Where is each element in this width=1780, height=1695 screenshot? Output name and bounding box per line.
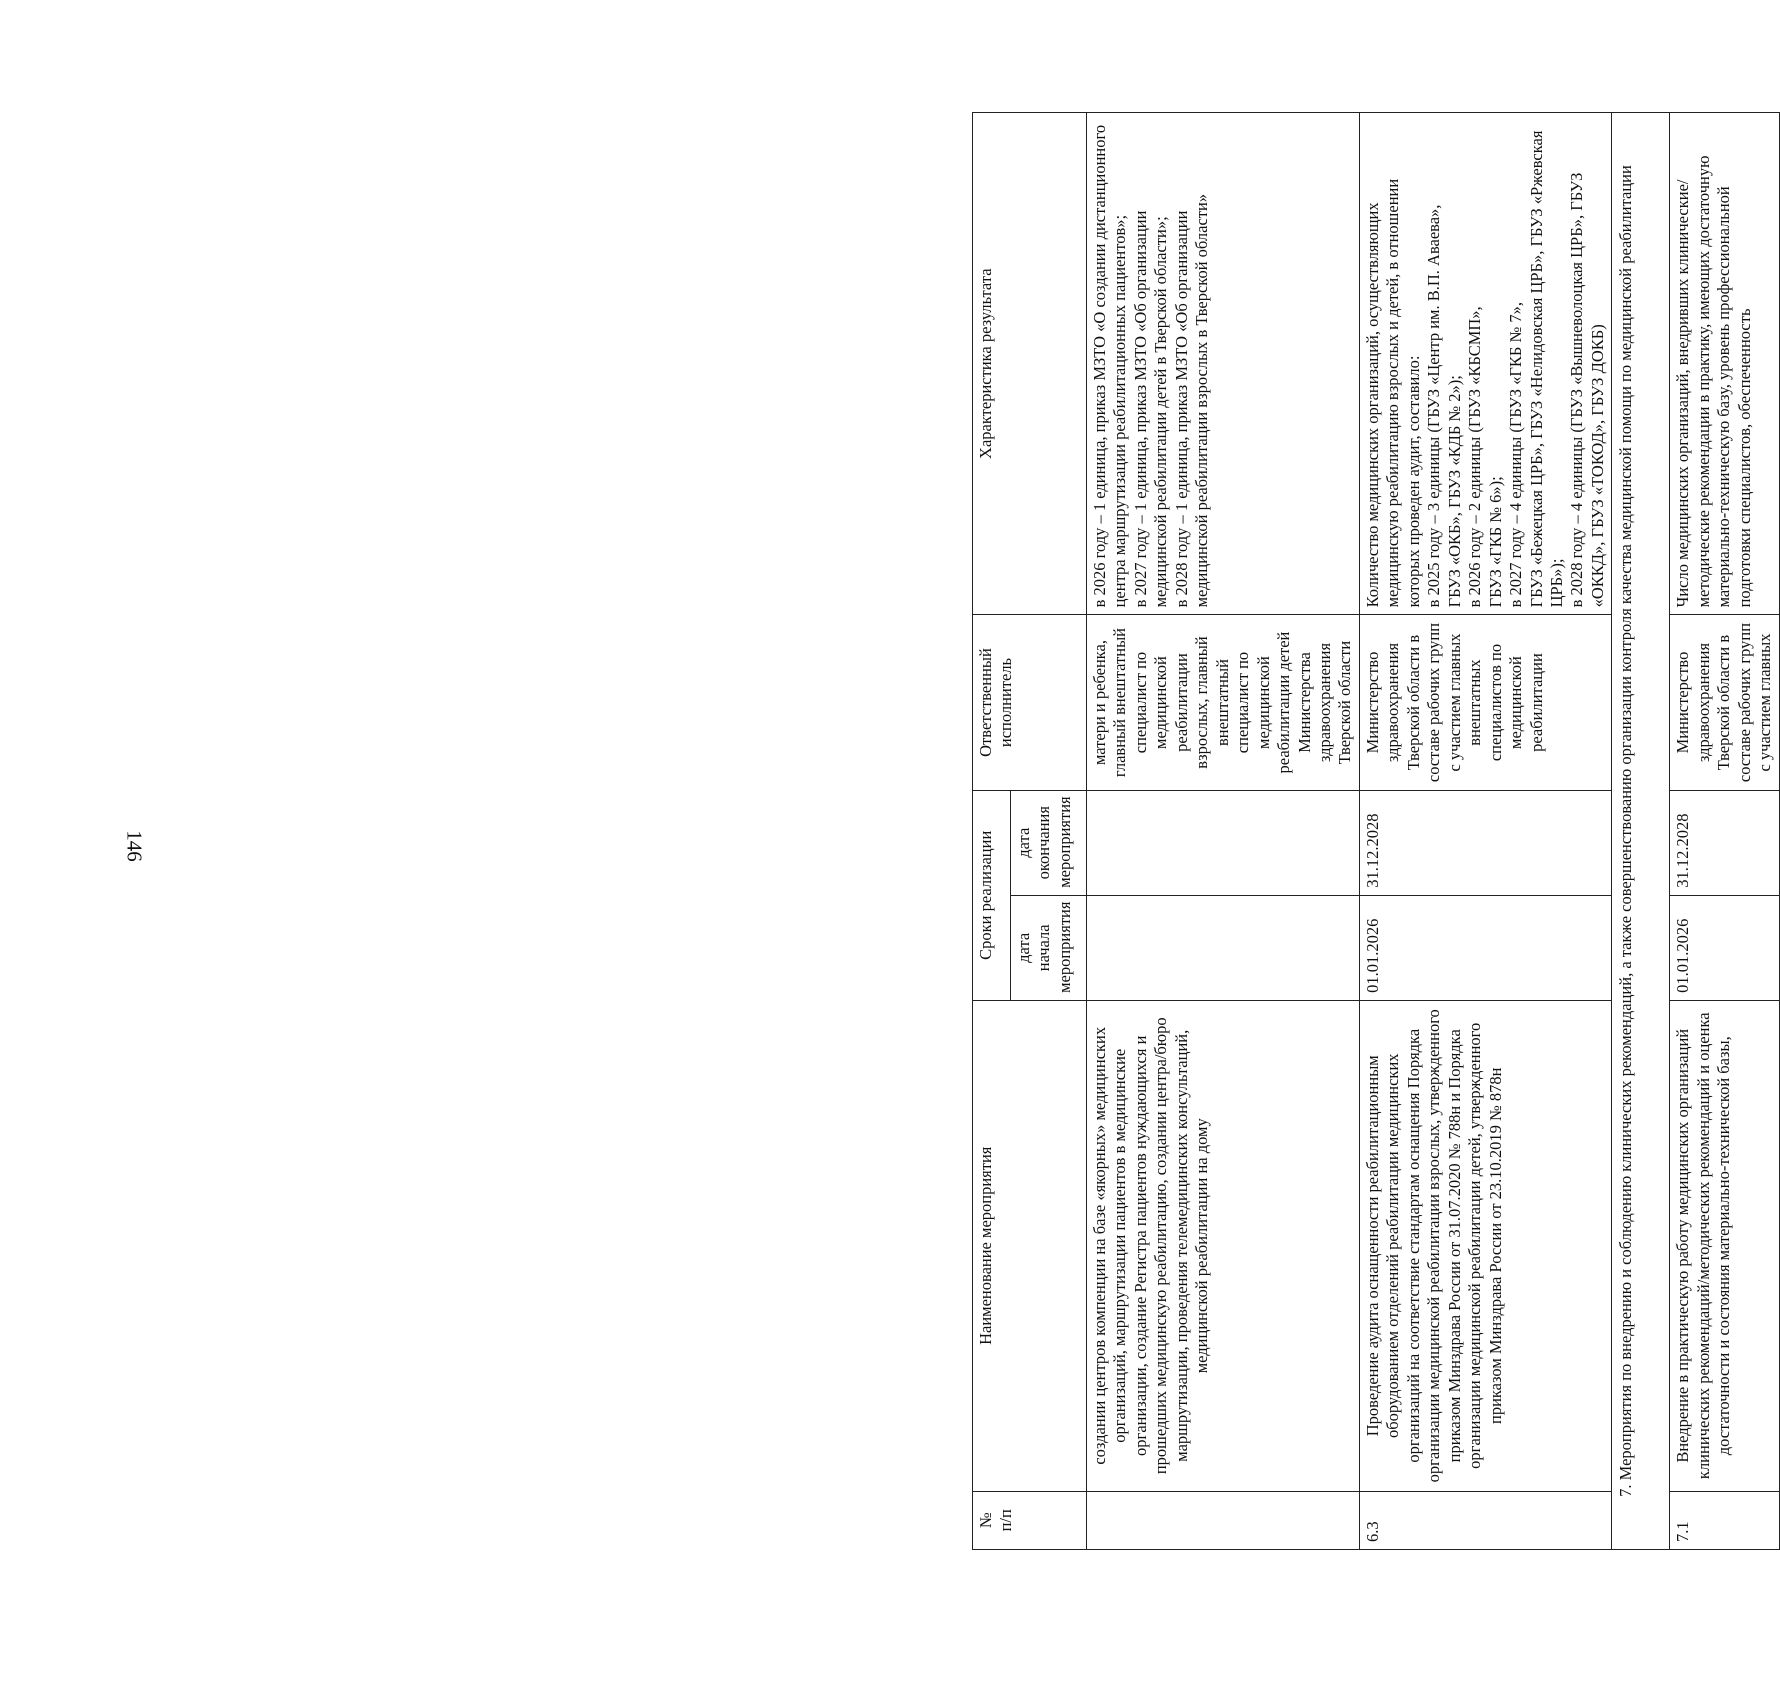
row-name: создании центров компенции на базе «якорных» медицинских организаций, маршрутизации пациентов в медицинские организации, создание Регистра пациентов нуждающихся и прошедших медицинскую реабилитацию, создании центра/бюро маршрутизации, проведения телемедицинских консультаций, медицинской реабилитации на дому [1087, 1000, 1360, 1491]
page-number: 146 [122, 830, 147, 862]
section-7-heading: 7. Мероприятия по внедрению и соблюдению клинических рекомендаций, а также совершенствованию организации контроля качества медицинской помощи по медицинской реабилитации [1612, 113, 1670, 1550]
row-start-date [1087, 895, 1360, 1000]
rotated-table-container [972, 112, 1777, 1550]
row-end-date [1087, 790, 1360, 895]
header-end-date: дата окончания мероприятия [1011, 790, 1087, 895]
row-end-date: 31.12.2028 [1670, 790, 1779, 895]
row-responsible: матери и ребенка, главный внештатный специалист по медицинской реабилитации взрослых, главный внештатный специалист по медицинской реабилитации детей Министерства здравоохранения Тверской области [1087, 615, 1360, 790]
row-end-date: 31.12.2028 [1359, 790, 1611, 895]
row-result: Число медицинских организаций, внедривших клинические/методические рекомендации в практику, имеющих достаточную материально-техническую базу, уровень профессиональной подготовки специалистов, обеспеченность [1670, 113, 1779, 615]
row-responsible: Министерство здравоохранения Тверской области в составе рабочих групп с участием главных [1670, 615, 1779, 790]
section-heading-row [1612, 113, 1670, 1550]
row-result: Количество медицинских организаций, осуществляющих медицинскую реабилитацию взрослых и детей, в отношении которых проведен аудит, составило: в 2025 году – 3 единицы (ГБУЗ «Центр им. В.П. Аваева», ГБУЗ «ОКБ», ГБУЗ «КДБ № 2»); в 2026 году – 2 единицы (ГБУЗ «КБСМП», ГБУЗ «ГКБ № 6»); в 2027 году – 4 единицы (ГБУЗ «ГКБ № 7», ГБУЗ «Бежецкая ЦРБ», ГБУЗ «Нелидовская ЦРБ», ГБУЗ «Ржевская ЦРБ»); в 2028 году – 4 единицы (ГБУЗ «Вышневолоцкая ЦРБ», ГБУЗ «ОККД», ГБУЗ «ТОКОД», ГБУЗ ДОКБ) [1359, 113, 1611, 615]
row-name: Внедрение в практическую работу медицинских организаций клинических рекомендаций/методических рекомендаций и оценка достаточности и состояния материально-технической базы, [1670, 1000, 1779, 1491]
row-num [1087, 1491, 1360, 1549]
row-result: в 2026 году – 1 единица, приказ МЗТО «О создании дистанционного центра маршрутизации реабилитационных пациентов»; в 2027 году – 1 единица, приказ МЗТО «Об организации медицинской реабилитации детей в Тверской области»; в 2028 году – 1 единица, приказ МЗТО «Об организации медицинской реабилитации взрослых в Тверской области» [1087, 113, 1360, 615]
header-result: Характеристика результата [973, 113, 1087, 615]
table-row [1670, 113, 1779, 1550]
header-num: № п/п [973, 1491, 1087, 1549]
row-num: 7.1 [1670, 1491, 1779, 1549]
header-start-date: дата начала мероприятия [1011, 895, 1087, 1000]
table-header-row [973, 113, 1011, 1550]
row-start-date: 01.01.2026 [1359, 895, 1611, 1000]
row-name: Проведение аудита оснащенности реабилитационным оборудованием отделений реабилитации медицинских организаций на соответствие стандартам оснащения Порядка организации медицинской реабилитации взрослых, утвержденного приказом Минздрава России от 31.07.2020 № 788н и Порядка организации медицинской реабилитации детей, утвержденного приказом Минздрава России от 23.10.2019 № 878н [1359, 1000, 1611, 1491]
row-start-date: 01.01.2026 [1670, 895, 1779, 1000]
header-terms: Сроки реализации [973, 790, 1011, 1000]
activities-table [972, 112, 1780, 1550]
header-name: Наименование мероприятия [973, 1000, 1087, 1491]
header-responsible: Ответственный исполнитель [973, 615, 1087, 790]
row-responsible: Министерство здравоохранения Тверской области в составе рабочих групп с участием главных внештатных специалистов по медицинской реабилитации [1359, 615, 1611, 790]
row-num: 6.3 [1359, 1491, 1611, 1549]
table-row [1359, 113, 1611, 1550]
table-row [1087, 113, 1360, 1550]
